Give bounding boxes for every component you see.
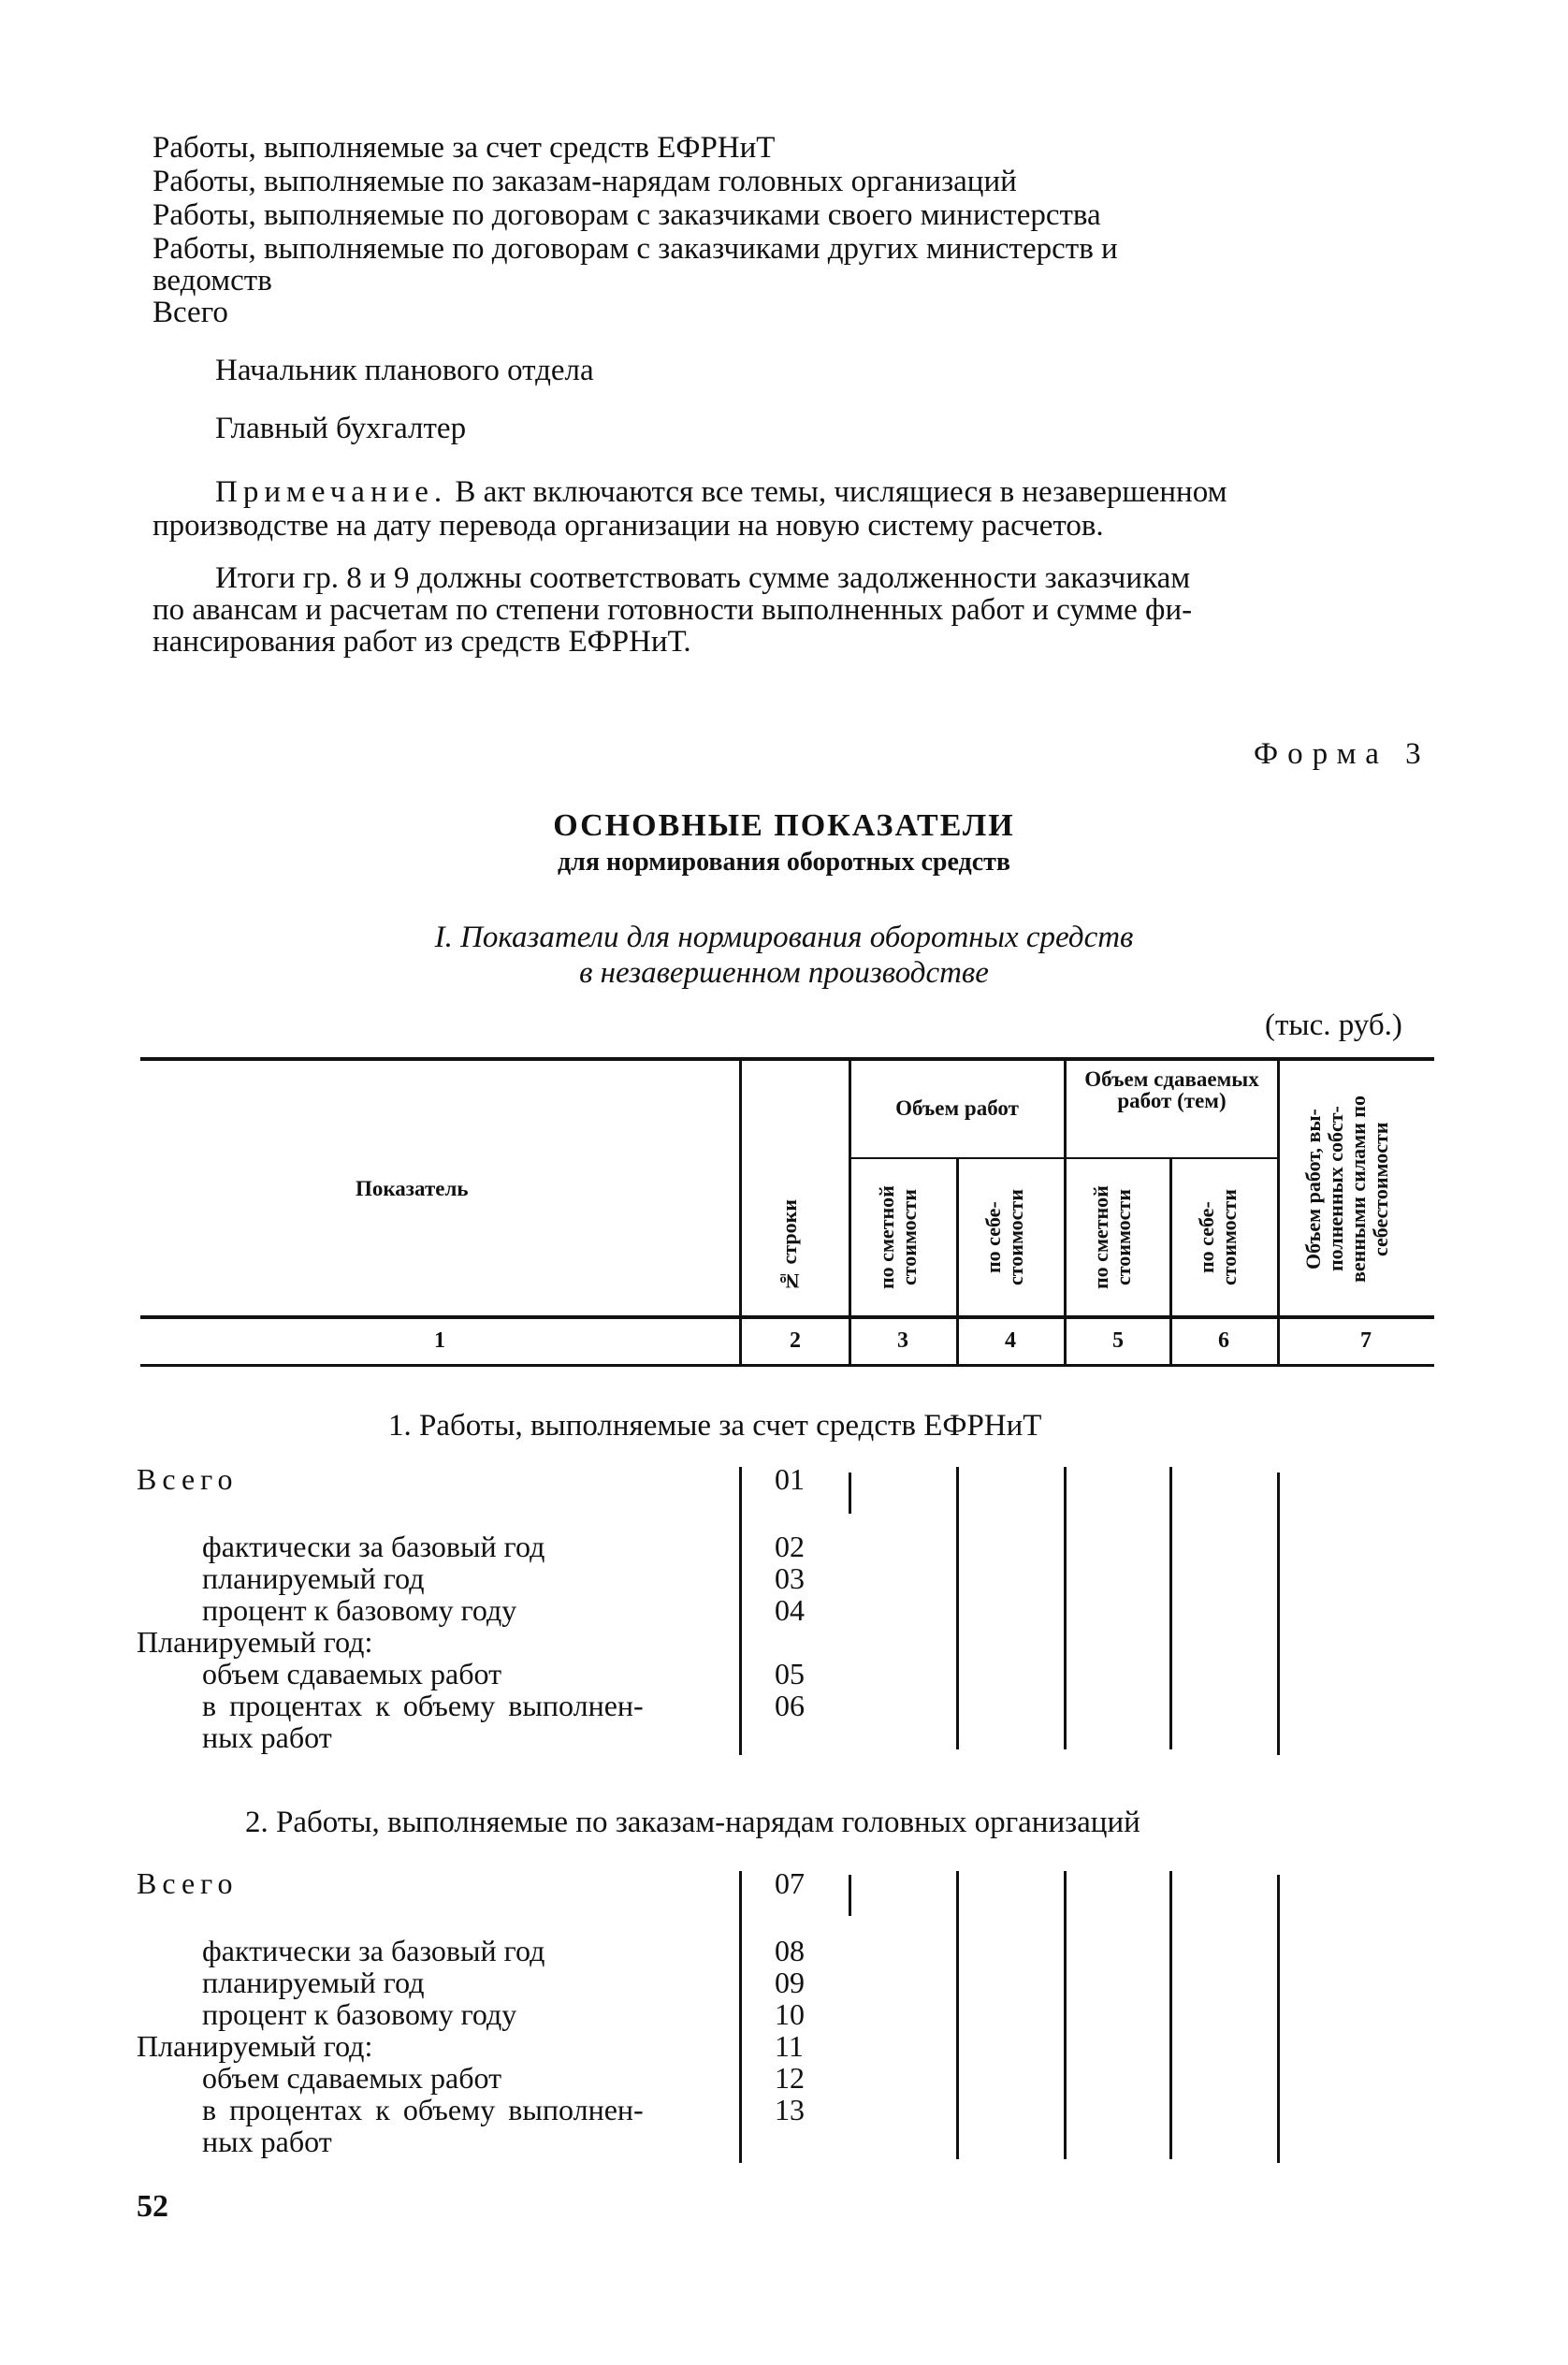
col-divider [956, 1467, 959, 1749]
header-cost-price: по себе-стоимости [981, 1189, 1027, 1286]
signature-planning-head: Начальник планового отдела [215, 354, 594, 387]
top-list-item: ведомств [152, 264, 272, 297]
section-heading: 2. Работы, выполняемые по заказам-нарядам головных организаций [245, 1806, 1140, 1839]
row-label: процент к базовому году [202, 1997, 517, 2031]
header-estimated-cost: по сметной стоимости [875, 1185, 921, 1290]
note-label: Примечание. [215, 475, 448, 509]
row-code: 01 [775, 1462, 805, 1496]
row-label: Планируемый год: [137, 1625, 373, 1659]
table-top-rule [140, 1057, 1434, 1061]
row-code: 12 [775, 2061, 805, 2095]
top-list-item: Работы, выполняемые по заказам-нарядам головных организаций [152, 165, 1017, 198]
col-divider [1064, 1467, 1067, 1749]
col-divider [739, 1059, 742, 1366]
row-code: 06 [775, 1689, 805, 1722]
col-number: 7 [1360, 1328, 1372, 1353]
top-list-item: Работы, выполняемые за счет средств ЕФРНиТ [152, 131, 776, 165]
row-code: 10 [775, 1997, 805, 2031]
row-code: 05 [775, 1657, 805, 1690]
col-divider [1169, 1158, 1172, 1366]
row-code: 03 [775, 1561, 805, 1595]
col-number: 1 [434, 1328, 445, 1353]
page-title: ОСНОВНЫЕ ПОКАЗАТЕЛИ [553, 808, 1015, 843]
row-code: 07 [775, 1866, 805, 1900]
row-code: 08 [775, 1934, 805, 1967]
row-label: фактически за базовый год [202, 1530, 545, 1563]
col-divider [1277, 1875, 1280, 2163]
row-label: Всего [137, 1866, 239, 1900]
row-code: 11 [775, 2029, 804, 2063]
note-p2-line-3: нансирования работ из средств ЕФРНиТ. [152, 625, 691, 659]
note-line-1 [215, 475, 1227, 509]
row-label: планируемый год [202, 1966, 425, 1999]
top-list-item: Работы, выполняемые по договорам с заказчиками других министерств и [152, 232, 1118, 266]
col-number: 6 [1218, 1328, 1229, 1353]
header-bottom-rule [140, 1315, 1434, 1319]
col-divider [1064, 1871, 1067, 2159]
header-own-forces: Объем работ, вы-полненных собст-венными силами по себестоимости [1301, 1095, 1392, 1283]
section-heading: 1. Работы, выполняемые за счет средств ЕФРНиТ [388, 1409, 1042, 1443]
row-code: 04 [775, 1593, 805, 1627]
row-label: объем сдаваемых работ [202, 2061, 502, 2095]
header-row-no: № строки [777, 1199, 801, 1293]
header-delivered-volume: Объем сдаваемых работ (тем) [1084, 1067, 1259, 1112]
note-line-2: производстве на дату перевода организации на новую систему расчетов. [152, 509, 1104, 543]
col-divider [849, 1473, 851, 1514]
header-indicator: Показатель [356, 1177, 469, 1200]
signature-chief-accountant: Главный бухгалтер [215, 412, 467, 445]
col-divider [1277, 1473, 1280, 1755]
col-divider [849, 1875, 851, 1916]
page-number: 52 [137, 2189, 168, 2224]
row-code: 09 [775, 1966, 805, 1999]
row-label: объем сдаваемых работ [202, 1657, 502, 1690]
row-label: планируемый год [202, 1561, 425, 1595]
col-divider [956, 1871, 959, 2159]
row-label: процент к базовому году [202, 1593, 517, 1627]
form-label: Форма 3 [1254, 737, 1430, 771]
top-list-item: Работы, выполняемые по договорам с заказчиками своего министерства [152, 198, 1101, 232]
section-title-line-2: в незавершенном производстве [579, 956, 989, 990]
header-estimated-cost: по сметной стоимости [1089, 1185, 1135, 1290]
note-text: В акт включаются все темы, числящиеся в незавершенном [455, 475, 1227, 509]
col-divider [1277, 1059, 1280, 1366]
col-divider [956, 1158, 959, 1366]
top-list-total: Всего [152, 296, 228, 329]
col-number: 2 [790, 1328, 801, 1353]
header-cost-price: по себе-стоимости [1195, 1189, 1241, 1286]
note-p2-line-2: по авансам и расчетам по степени готовности выполненных работ и сумме фи- [152, 593, 1193, 627]
row-code: 13 [775, 2093, 805, 2126]
units-label: (тыс. руб.) [1265, 1008, 1402, 1042]
row-label: фактически за базовый год [202, 1934, 545, 1967]
row-label: Планируемый год: [137, 2029, 373, 2063]
col-divider [1169, 1871, 1172, 2159]
row-label: ных работ [202, 2125, 332, 2158]
col-number: 4 [1005, 1328, 1016, 1353]
note-p2-line-1: Итоги гр. 8 и 9 должны соответствовать сумме задолженности заказчикам [215, 561, 1191, 595]
numbers-bottom-rule [140, 1364, 1434, 1367]
page-subtitle: для нормирования оборотных средств [557, 848, 1011, 877]
header-work-volume: Объем работ [895, 1096, 1019, 1120]
row-code: 02 [775, 1530, 805, 1563]
section-title-line-1: I. Показатели для нормирования оборотных средств [434, 921, 1134, 954]
row-label: в процентах к объему выполнен- [202, 1689, 644, 1722]
row-label: Всего [137, 1462, 239, 1496]
col-number: 5 [1112, 1328, 1124, 1353]
row-label: ных работ [202, 1720, 332, 1754]
col-divider [739, 1467, 742, 1755]
col-divider [1169, 1467, 1172, 1749]
col-number: 3 [897, 1328, 908, 1353]
row-label: в процентах к объему выполнен- [202, 2093, 644, 2126]
col-divider [739, 1871, 742, 2163]
